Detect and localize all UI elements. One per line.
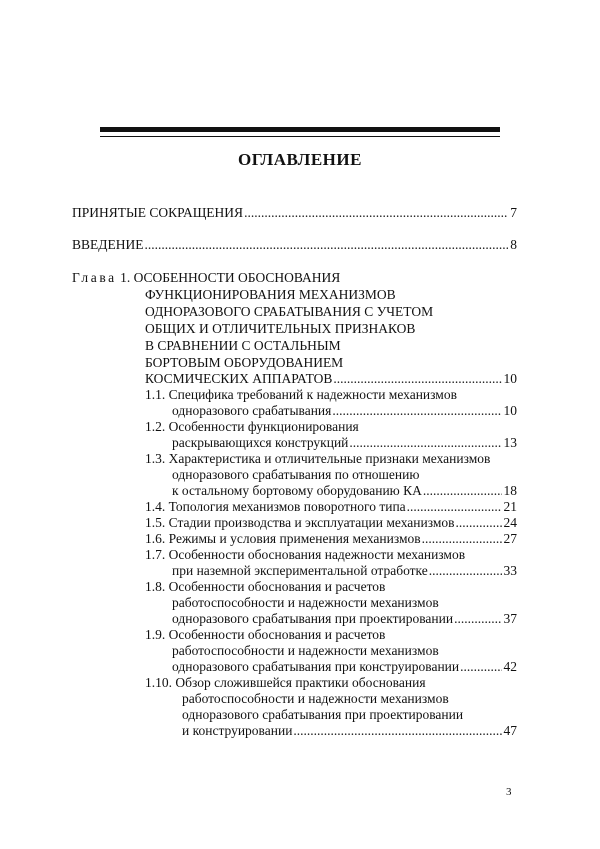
toc-section-1-10: 1.10. Обзор сложившейся практики обоснования (145, 675, 426, 690)
toc-page-number: 18 (503, 483, 517, 498)
toc-section-1-3-cont-2 (172, 483, 517, 499)
toc-leader-dots (333, 371, 501, 387)
toc-leader-dots (293, 723, 501, 739)
toc-leader-dots (423, 483, 502, 499)
toc-page-number: 33 (503, 563, 517, 578)
toc-section-1-8: 1.8. Особенности обоснования и расчетов (145, 579, 386, 594)
toc-section-1-5 (145, 515, 517, 531)
page-title: ОГЛАВЛЕНИЕ (238, 150, 362, 169)
toc-section-1-9: 1.9. Особенности обоснования и расчетов (145, 627, 386, 642)
toc-entry-text: одноразового срабатывания при конструировании (172, 659, 460, 674)
toc-leader-dots (332, 403, 501, 419)
toc-section-1-1: 1.1. Специфика требований к надежности механизмов (145, 387, 457, 402)
toc-page-number: 13 (503, 435, 517, 450)
toc-section-1-4 (145, 499, 517, 515)
toc-page-number: 8 (510, 237, 517, 252)
toc-leader-dots (244, 205, 508, 221)
toc-entry-abbreviations (72, 205, 517, 221)
toc-section-1-1-cont (172, 403, 517, 419)
toc-chapter-1-line-3: ОДНОРАЗОВОГО СРАБАТЫВАНИЯ С УЧЕТОМ (145, 304, 434, 319)
toc-leader-dots (349, 435, 501, 451)
toc-leader-dots (407, 499, 502, 515)
toc-leader-dots (422, 531, 502, 547)
toc-chapter-1-line-1 (72, 270, 340, 286)
toc-section-1-9-cont-1: работоспособности и надежности механизмов (172, 643, 439, 658)
toc-entry-text: ПРИНЯТЫЕ СОКРАЩЕНИЯ (72, 205, 244, 220)
toc-page-number: 24 (503, 515, 517, 530)
toc-page-number: 10 (503, 371, 517, 386)
chapter-title: 1. ОСОБЕННОСТИ ОБОСНОВАНИЯ (120, 270, 341, 285)
toc-section-1-9-cont-2 (172, 659, 517, 675)
chapter-title: КОСМИЧЕСКИХ АППАРАТОВ (145, 371, 333, 386)
toc-section-1-10-cont-1: работоспособности и надежности механизмов (182, 691, 449, 706)
toc-page-number: 21 (503, 499, 517, 514)
toc-page-number: 47 (503, 723, 517, 738)
toc-entry-text: и конструировании (182, 723, 293, 738)
toc-section-1-2-cont (172, 435, 517, 451)
toc-section-1-10-cont-3 (182, 723, 517, 739)
header-rule-thin (100, 136, 500, 137)
toc-leader-dots (460, 659, 501, 675)
toc-entry-text: раскрывающихся конструкций (172, 435, 349, 450)
toc-section-1-3: 1.3. Характеристика и отличительные признаки механизмов (145, 451, 491, 466)
toc-chapter-1-line-4: ОБЩИХ И ОТЛИЧИТЕЛЬНЫХ ПРИЗНАКОВ (145, 321, 416, 336)
toc-entry-text: ВВЕДЕНИЕ (72, 237, 144, 252)
toc-entry-text: одноразового срабатывания (172, 403, 332, 418)
toc-section-1-8-cont-1: работоспособности и надежности механизмов (172, 595, 439, 610)
toc-section-1-8-cont-2 (172, 611, 517, 627)
toc-entry-text: 1.4. Топология механизмов поворотного типа (145, 499, 406, 514)
toc-chapter-1-line-7 (145, 371, 517, 387)
toc-entry-text: 1.6. Режимы и условия применения механизмов (145, 531, 421, 546)
toc-page-number: 37 (503, 611, 517, 626)
page-number: 3 (506, 786, 512, 798)
toc-leader-dots (429, 563, 502, 579)
toc-section-1-2: 1.2. Особенности функционирования (145, 419, 359, 434)
toc-section-1-6 (145, 531, 517, 547)
toc-leader-dots (456, 515, 502, 531)
toc-page-number: 42 (503, 659, 517, 674)
toc-entry-text: к остальному бортовому оборудованию КА (172, 483, 422, 498)
toc-entry-text: 1.5. Стадии производства и эксплуатации механизмов (145, 515, 455, 530)
toc-section-1-3-cont-1: одноразового срабатывания по отношению (172, 467, 420, 482)
toc-entry-introduction (72, 237, 517, 253)
toc-section-1-10-cont-2: одноразового срабатывания при проектировании (182, 707, 464, 722)
toc-leader-dots (454, 611, 501, 627)
toc-page-number: 27 (503, 531, 517, 546)
toc-section-1-7: 1.7. Особенности обоснования надежности механизмов (145, 547, 466, 562)
toc-page-number: 10 (503, 403, 517, 418)
toc-chapter-1-line-2: ФУНКЦИОНИРОВАНИЯ МЕХАНИЗМОВ (145, 287, 396, 302)
toc-entry-text: одноразового срабатывания при проектировании (172, 611, 454, 626)
toc-leader-dots (144, 237, 508, 253)
header-rule-thick (100, 127, 500, 132)
toc-chapter-1-line-6: БОРТОВЫМ ОБОРУДОВАНИЕМ (145, 355, 344, 370)
toc-page-number: 7 (510, 205, 517, 220)
toc-entry-text: при наземной экспериментальной отработке (172, 563, 428, 578)
chapter-prefix: Глава (72, 270, 117, 285)
toc-section-1-7-cont (172, 563, 517, 579)
toc-chapter-1-line-5: В СРАВНЕНИИ С ОСТАЛЬНЫМ (145, 338, 341, 353)
